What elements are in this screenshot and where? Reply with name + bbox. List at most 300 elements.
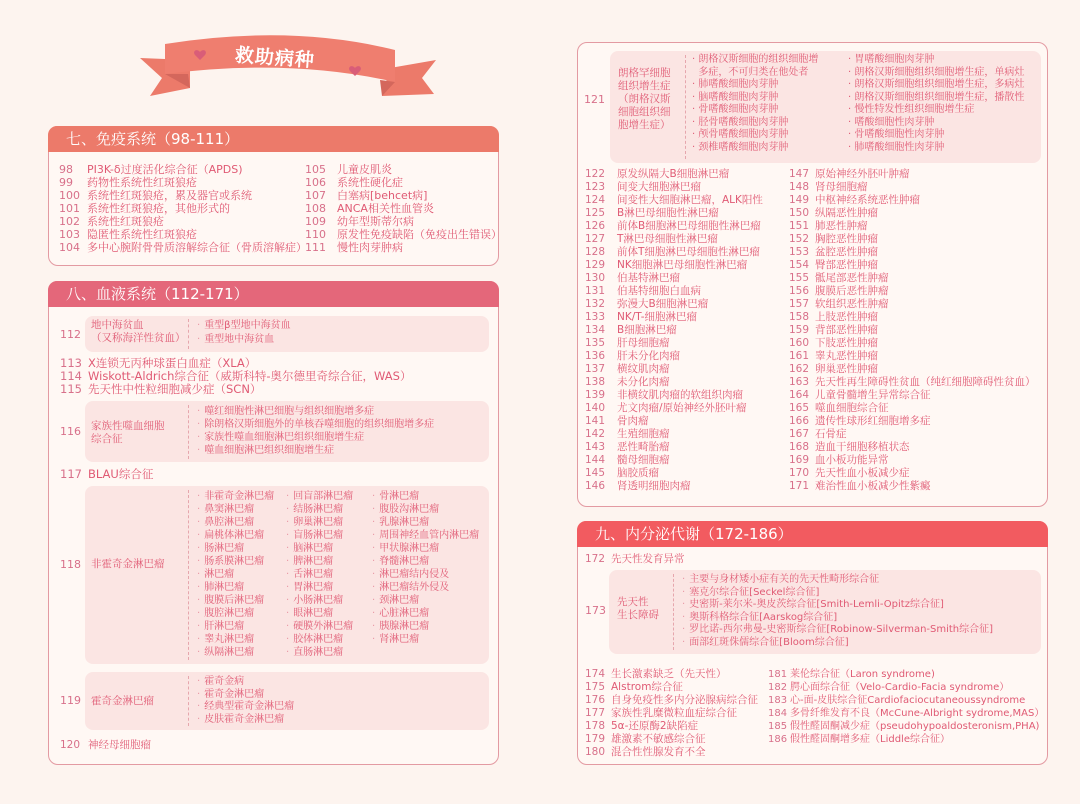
item-number: 119 (60, 694, 81, 707)
item-name: 难治性血小板减少性紫癜 (815, 480, 931, 492)
item-name: 髓母细胞瘤 (617, 454, 670, 466)
list-item (789, 298, 1036, 311)
sub-item: · 肝淋巴瘤 (197, 621, 245, 632)
sub-item: · 硬膜外淋巴瘤 (286, 621, 354, 632)
list-item (789, 272, 1036, 285)
bullet-icon: · (372, 621, 376, 632)
item-name: 软组织恶性肿瘤 (815, 298, 889, 310)
bullet-icon: · (372, 582, 376, 593)
item-name: ANCA相关性血管炎 (337, 202, 434, 215)
item-name: B淋巴母细胞性淋巴瘤 (617, 207, 719, 219)
item-number: 175 (585, 681, 606, 693)
item-number: 166 (789, 415, 810, 427)
list-item (585, 428, 763, 441)
section-blood-continued (577, 42, 1048, 507)
item-name: 肺恶性肿瘤 (815, 220, 868, 232)
bullet-icon: · (197, 569, 201, 580)
sub-item: · 颈椎嗜酸细胞肉芽肿 (692, 141, 789, 153)
item-number: 142 (585, 428, 606, 440)
item-name: 血小板功能异常 (815, 454, 889, 466)
sub-item: · 经典型霍奇金淋巴瘤 (197, 701, 295, 712)
item-118-col3 (372, 490, 479, 646)
sub-item: · 乳腺淋巴瘤 (372, 517, 430, 528)
item-number: 126 (585, 220, 606, 232)
item-name: 心-面-皮肤综合征Cardiofaciocutaneoussyndrome (790, 695, 1026, 706)
bullet-icon: · (197, 320, 201, 331)
item-number: 116 (60, 425, 81, 438)
item-number: 138 (585, 376, 606, 388)
list-item (585, 181, 763, 194)
list-item (789, 415, 1036, 428)
list-item (789, 246, 1036, 259)
item-number: 154 (789, 259, 810, 271)
item-number: 162 (789, 363, 810, 375)
item-number: 101 (59, 202, 80, 215)
item-name: 多中心腕附骨骨质溶解综合征（骨质溶解症） (87, 241, 307, 254)
bullet-icon: · (197, 406, 201, 417)
item-number: 108 (305, 202, 326, 215)
list-item (789, 285, 1036, 298)
bullet-icon: · (197, 608, 201, 619)
bullet-icon: · (197, 713, 201, 725)
item-name: 未分化肉瘤 (617, 376, 670, 388)
list-item (768, 720, 1044, 733)
sub-item: · 扁桃体淋巴瘤 (197, 530, 265, 541)
item-name: 莱伦综合征（Laron syndrome) (790, 669, 935, 680)
list-item (585, 298, 763, 311)
sub-item: · 主要与身材矮小症有关的先天性畸形综合征 (682, 574, 880, 585)
section-endocrine (577, 521, 1048, 765)
list-item (305, 189, 502, 202)
sub-item: · 重型地中海贫血 (197, 334, 275, 345)
item-number: 136 (585, 350, 606, 362)
list-item (789, 168, 1036, 181)
item-number: 141 (585, 415, 606, 427)
item-number: 165 (789, 402, 810, 414)
item-name: 肾透明细胞肉瘤 (617, 480, 691, 492)
bullet-icon: · (286, 634, 290, 645)
item-number: 168 (789, 441, 810, 453)
item-name: NK细胞淋巴母细胞性淋巴瘤 (617, 259, 748, 271)
item-name: 骶尾部恶性肿瘤 (815, 272, 889, 284)
list-item (789, 207, 1036, 220)
list-item (789, 311, 1036, 324)
list-item (585, 207, 763, 220)
list-item (59, 163, 307, 176)
item-name: 肝母细胞瘤 (617, 337, 670, 349)
list-item (585, 668, 758, 681)
item-number: 167 (789, 428, 810, 440)
list-item (789, 402, 1036, 415)
bullet-icon: · (372, 543, 376, 554)
item-name: 系统性硬化症 (337, 176, 403, 189)
sub-item: · 颈淋巴瘤 (372, 595, 420, 606)
list-item: 117 BLAU综合征 (60, 467, 154, 481)
item-number: 145 (585, 467, 606, 479)
sub-item: · 直肠淋巴瘤 (286, 647, 344, 658)
sub-item: · 霍奇金淋巴瘤 (197, 688, 265, 700)
item-name: T淋巴母细胞性淋巴瘤 (617, 233, 718, 245)
sub-item: · 肾淋巴瘤 (372, 634, 420, 645)
item-121-col2 (848, 54, 1024, 154)
section-blood (48, 281, 499, 765)
bullet-icon: · (197, 491, 201, 502)
item-121-col1 (692, 54, 818, 154)
sub-item: · 周围神经血管内淋巴瘤 (372, 530, 480, 541)
list-item (585, 707, 758, 720)
item-number: 112 (60, 328, 81, 341)
item-number: 102 (59, 215, 80, 228)
item-number: 106 (305, 176, 326, 189)
sub-item: · 舌淋巴瘤 (286, 569, 334, 580)
item-118-col1 (197, 490, 274, 659)
item-number: 161 (789, 350, 810, 362)
sub-item: · 嗜酸细胞性肉芽肿 (848, 116, 935, 128)
item-name: 伯基特细胞白血病 (617, 285, 701, 297)
sub-item: · 眼淋巴瘤 (286, 608, 334, 619)
sub-item: · 淋巴瘤结内侵及 (372, 569, 450, 580)
bullet-icon: · (286, 491, 290, 502)
sub-item: · 脾淋巴瘤 (286, 556, 334, 567)
item-name: 自身免疫性多内分泌腺病综合征 (611, 694, 758, 706)
list-item: 120 神经母细胞瘤 (60, 739, 151, 751)
item-number: 144 (585, 454, 606, 466)
list-item: 113 X连锁无丙种球蛋白血症（XLA） (60, 356, 257, 370)
item-number: 159 (789, 324, 810, 336)
item-number: 177 (585, 707, 606, 719)
bullet-icon: · (286, 608, 290, 619)
item-number: 99 (59, 176, 73, 189)
sub-item: · 腹腔淋巴瘤 (197, 608, 255, 619)
item-number: 150 (789, 207, 810, 219)
item-119-label: 霍奇金淋巴瘤 (91, 695, 154, 707)
bullet-icon: · (682, 624, 686, 635)
item-name: B细胞淋巴瘤 (617, 324, 677, 336)
sub-item: · 睾丸淋巴瘤 (197, 634, 255, 645)
list-item (585, 694, 758, 707)
bullet-icon: · (197, 445, 201, 456)
sub-item: · 脑淋巴瘤 (286, 543, 334, 554)
item-name: 先天性血小板减少症 (815, 467, 910, 479)
sub-item: · 卵巢淋巴瘤 (286, 517, 344, 528)
item-name: 先天性再生障碍性贫血（纯红细胞障碍性贫血） (815, 376, 1036, 388)
list-item (789, 233, 1036, 246)
section-title-blood: 八、血液系统（112-171） (48, 281, 499, 307)
item-name: 儿童骨髓增生异常综合征 (815, 389, 931, 401)
item-name: 石骨症 (815, 428, 847, 440)
bullet-icon: · (372, 530, 376, 541)
item-name: 造血干细胞移植状态 (815, 441, 910, 453)
item-name: 上肢恶性肿瘤 (815, 311, 878, 323)
sub-item: · 罗比诺-西尔弗曼-史密斯综合征[Robinow-Silverman-Smith综合征] (682, 624, 994, 635)
list-item (789, 480, 1036, 493)
item-name: 下肢恶性肿瘤 (815, 337, 878, 349)
item-name: 中枢神经系统恶性肿瘤 (815, 194, 920, 206)
sub-item: · 盲肠淋巴瘤 (286, 530, 344, 541)
sub-item: · 腹股沟淋巴瘤 (372, 504, 440, 515)
list-item (789, 337, 1036, 350)
item-number: 184 (768, 708, 788, 719)
list-item (789, 454, 1036, 467)
item-number: 152 (789, 233, 810, 245)
item-number: 182 (768, 682, 788, 693)
list-item (585, 220, 763, 233)
item-number: 164 (789, 389, 810, 401)
item-number: 153 (789, 246, 810, 258)
bullet-icon: · (197, 701, 201, 712)
item-173-subs (682, 574, 993, 649)
sub-item: · 淋巴瘤结外侵及 (372, 582, 450, 593)
list-item (585, 441, 763, 454)
item-name: 混合性性腺发育不全 (611, 746, 706, 758)
item-name: 原始神经外胚叶肿瘤 (815, 168, 910, 180)
item-name: 系统性红斑狼疮，其他形式的 (87, 202, 230, 215)
sub-item: · 回盲部淋巴瘤 (286, 491, 354, 502)
list-item (789, 363, 1036, 376)
immune-list-left (59, 163, 307, 254)
bullet-icon: · (286, 504, 290, 515)
item-number: 139 (585, 389, 606, 401)
blood-list-left (585, 168, 763, 493)
bullet-icon: · (372, 556, 376, 567)
bullet-icon: · (286, 621, 290, 632)
bullet-icon: · (682, 586, 686, 598)
bullet-icon: · (286, 569, 290, 580)
item-number: 129 (585, 259, 606, 271)
item-number: 98 (59, 163, 73, 176)
bullet-icon: · (197, 530, 201, 541)
bullet-icon: · (197, 543, 201, 554)
bullet-icon: · (197, 504, 201, 515)
item-number: 127 (585, 233, 606, 245)
list-item (768, 681, 1044, 694)
bullet-icon: · (286, 530, 290, 541)
item-number: 158 (789, 311, 810, 323)
list-item (585, 324, 763, 337)
item-118-col2 (286, 490, 353, 659)
bullet-icon: · (197, 334, 201, 345)
bullet-icon: · (372, 608, 376, 619)
list-item (585, 311, 763, 324)
sub-item: · 胫骨嗜酸细胞肉芽肿 (692, 116, 789, 128)
item-name: 系统性红斑狼疮 (87, 215, 164, 228)
item-number: 169 (789, 454, 810, 466)
list-item (305, 241, 502, 254)
item-number: 148 (789, 181, 810, 193)
item-number: 121 (584, 93, 605, 106)
item-number: 155 (789, 272, 810, 284)
item-number: 130 (585, 272, 606, 284)
sub-item: · 除朗格汉斯细胞外的单核吞噬细胞的组织细胞增多症 (197, 419, 435, 430)
item-name: 隐匿性系统性红斑狼疮 (87, 228, 197, 241)
bullet-icon: · (286, 582, 290, 593)
sub-item: · 家族性噬血细胞淋巴组织细胞增生症 (197, 432, 365, 443)
item-number: 171 (789, 480, 810, 492)
item-name: 生长激素缺乏（先天性） (611, 668, 727, 680)
list-item (768, 668, 1044, 681)
list-item (789, 181, 1036, 194)
list-item: 115 先天性中性粒细胞减少症（SCN） (60, 382, 262, 396)
list-item (585, 350, 763, 363)
list-item (585, 376, 763, 389)
item-116-subs (197, 405, 434, 457)
item-number: 132 (585, 298, 606, 310)
item-number: 140 (585, 402, 606, 414)
item-name: 臀部恶性肿瘤 (815, 259, 878, 271)
item-121-label: 朗格罕细胞 组织增生症 （朗格汉斯 细胞组织细 胞增生症） (618, 67, 671, 131)
item-name: 纵隔恶性肿瘤 (815, 207, 878, 219)
item-number: 179 (585, 733, 606, 745)
item-number: 157 (789, 298, 810, 310)
list-item (585, 233, 763, 246)
list-item (789, 259, 1036, 272)
item-name: 生殖细胞瘤 (617, 428, 670, 440)
list-item (789, 350, 1036, 363)
list-item (305, 215, 502, 228)
item-name: 原发纵隔大B细胞淋巴瘤 (617, 168, 730, 180)
item-name: 多骨纤维发育不良（McCune-Albright sydrome,MAS） (790, 708, 1045, 719)
bullet-icon: · (682, 574, 686, 585)
bullet-icon: · (286, 543, 290, 554)
list-item (585, 720, 758, 733)
item-number: 151 (789, 220, 810, 232)
bullet-icon: · (197, 647, 201, 658)
item-name: 系统性红斑狼疮，累及器官或系统 (87, 189, 252, 202)
sub-item: · 肠系膜淋巴瘤 (197, 556, 265, 567)
item-number: 104 (59, 241, 80, 254)
item-name: 睾丸恶性肿瘤 (815, 350, 878, 362)
sub-item: · 朗格汉斯细胞的组织细胞增 (692, 54, 819, 65)
item-number: 178 (585, 720, 606, 732)
item-name: Alstrom综合征 (611, 681, 683, 693)
list-item (305, 176, 502, 189)
item-number: 160 (789, 337, 810, 349)
divider (188, 490, 189, 660)
item-116-label: 家族性噬血细胞 综合征 (91, 420, 165, 445)
item-name: 脑胶质瘤 (617, 467, 659, 479)
list-item (305, 202, 502, 215)
sub-item: · 肺淋巴瘤 (197, 582, 245, 593)
list-item (305, 163, 502, 176)
sub-item: · 胃淋巴瘤 (286, 582, 334, 593)
list-item (768, 707, 1044, 720)
bullet-icon: · (372, 517, 376, 528)
list-item (585, 480, 763, 493)
list-item (585, 402, 763, 415)
sub-item: · 脊髓淋巴瘤 (372, 556, 430, 567)
bullet-icon: · (682, 599, 686, 610)
item-number: 125 (585, 207, 606, 219)
item-112-label: 地中海贫血 （又称海洋性贫血） (91, 319, 186, 344)
bullet-icon: · (286, 647, 290, 658)
list-item (585, 194, 763, 207)
list-item: 114 Wiskott-Aldrich综合征（威斯科特-奥尔德里奇综合征，WAS） (60, 369, 412, 383)
item-number: 118 (60, 558, 81, 571)
item-name: 前体T细胞淋巴母细胞性淋巴瘤 (617, 246, 760, 258)
sub-item: · 面部红斑侏儒综合征[Bloom综合征] (682, 636, 849, 648)
divider (188, 676, 189, 726)
sub-item: · 朗格汉斯细胞组织细胞增生症，单病灶 (848, 66, 1025, 78)
item-number: 111 (305, 241, 326, 254)
item-name: 腹膜后恶性肿瘤 (815, 285, 889, 297)
blood-list-right (789, 168, 1036, 493)
list-item (585, 168, 763, 181)
sub-item: · 鼻腔淋巴瘤 (197, 517, 255, 528)
list-item (59, 202, 307, 215)
item-number: 137 (585, 363, 606, 375)
item-name: 背部恶性肿瘤 (815, 324, 878, 336)
list-item (585, 733, 758, 746)
item-number: 147 (789, 168, 810, 180)
item-name: 恶性畸胎瘤 (617, 441, 670, 453)
bullet-icon: · (197, 634, 201, 645)
list-item (585, 454, 763, 467)
divider (673, 574, 674, 650)
sub-item: · 史密斯-莱尔米-奥皮茨综合征[Smith-Lemli-Opitz综合征] (682, 599, 944, 610)
sub-item: · 脑嗜酸细胞肉芽肿 (692, 91, 779, 103)
item-number: 123 (585, 181, 606, 193)
item-name: 尤文肉瘤/原始神经外胚叶瘤 (617, 402, 747, 414)
item-name: 药物性系统性红斑狼疮 (87, 176, 197, 189)
sub-item: · 甲状腺淋巴瘤 (372, 543, 440, 554)
sub-item: · 肠淋巴瘤 (197, 543, 245, 554)
sub-item: · 胶体淋巴瘤 (286, 634, 344, 645)
item-118-label: 非霍奇金淋巴瘤 (91, 558, 165, 570)
sub-item: · 皮肤霍奇金淋巴瘤 (197, 713, 285, 725)
item-119-subs (197, 676, 294, 726)
bullet-icon: · (372, 504, 376, 515)
sub-item: · 胃嗜酸细胞肉芽肿 (848, 54, 935, 65)
item-number: 173 (585, 604, 606, 617)
sub-item: · 骨嗜酸细胞性肉芽肿 (848, 129, 945, 140)
section-title-endocrine: 九、内分泌代谢（172-186） (577, 521, 1048, 547)
item-number: 146 (585, 480, 606, 492)
list-item (59, 241, 307, 254)
item-number: 134 (585, 324, 606, 336)
bullet-icon: · (197, 419, 201, 430)
bullet-icon: · (197, 556, 201, 567)
item-name: 5α-还原酶2缺陷症 (611, 720, 699, 732)
sub-item: · 心脏淋巴瘤 (372, 608, 430, 619)
item-name: 假性醛固酮减少症（pseudohypoaldosteronism,PHA) (790, 721, 1040, 732)
title-banner (140, 30, 440, 100)
list-item (789, 467, 1036, 480)
sub-item: · 骨淋巴瘤 (372, 491, 420, 502)
sub-item: · 塞克尔综合征[Seckel综合征] (682, 586, 820, 598)
list-item (789, 441, 1036, 454)
sub-item: · 噬红细胞性淋巴细胞与组织细胞增多症 (197, 406, 375, 417)
list-item (585, 467, 763, 480)
item-number: 103 (59, 228, 80, 241)
list-item (585, 259, 763, 272)
list-item (59, 215, 307, 228)
bullet-icon: · (197, 676, 201, 687)
item-number: 174 (585, 668, 606, 680)
bullet-icon: · (372, 569, 376, 580)
sub-item: · 朗格汉斯细胞组织细胞增生症，播散性 (848, 91, 1025, 103)
sub-item: · 胰腺淋巴瘤 (372, 621, 430, 632)
list-item (789, 324, 1036, 337)
item-number: 107 (305, 189, 326, 202)
sub-item: · 鼻窦淋巴瘤 (197, 504, 255, 515)
section-title-immune: 七、免疫系统（98-111） (48, 126, 499, 152)
item-112-subs (197, 319, 291, 347)
list-item (585, 746, 758, 759)
list-item (789, 428, 1036, 441)
item-name: 肾母细胞瘤 (815, 181, 868, 193)
list-item (789, 389, 1036, 402)
item-number: 176 (585, 694, 606, 706)
